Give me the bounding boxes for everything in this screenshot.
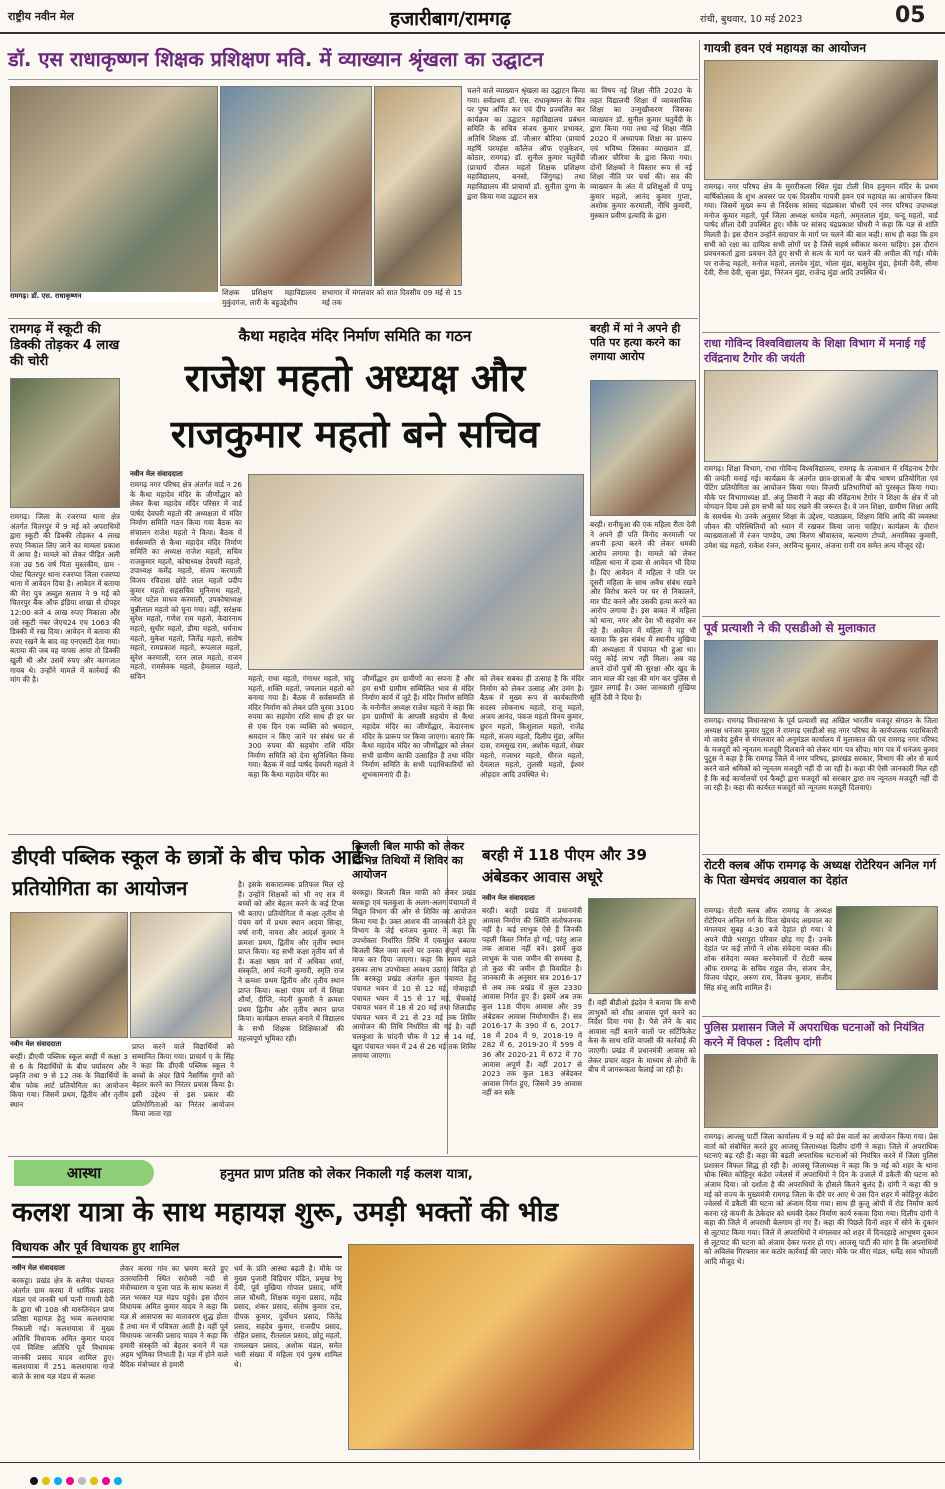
article-headline: राधा गोविन्द विश्वविद्यालय के शिक्षा विभाग में मनाई गई रविंद्रनाथ टैगोर की जयंती [704, 337, 926, 365]
byline: नवीन मेल संवाददाता [130, 470, 183, 478]
masthead [0, 0, 945, 34]
article-photo [348, 1244, 694, 1450]
article-photo [704, 640, 938, 714]
article-text: प्राप्त करने वाले विद्यार्थियों को सम्मानित किया गया। प्राचार्य ए के सिंह ने कहा कि डीएवी पब्लिक स्कूल ने बच्चों के अंदर छिपे नैसर्गिक गुणों को बेहतर करने का निरंतर प्रयास किया है। इसी उद्देश्य से इस प्रकार की प्रतियोगिताओं का निरंतर आयोजन किया जाता रहा [132, 1042, 234, 1119]
article-text: बरही। डीएवी पब्लिक स्कूल बरही में कक्षा 3 से 6 के विद्यार्थियों के बीच पर्यावरण और प्रकृति तथा 9 से 12 तक के विद्यार्थियों के बीच फोक आर्ट प्रतियोगिता का आयोजन किया गया। जिसमें प्रथम, द्वितीय और तृतीय स्थान [10, 1052, 128, 1109]
article-text: बरकट्ठा। प्रखंड क्षेत्र के सलैया पंचायत अंतर्गत ग्राम करमा में धार्मिक प्रसाद मंडल एवं जनकी धर्म पत्नी गायत्री देवी के द्वारा श्री 108 श्री मारुतिनंदन प्राण प्रतिष्ठा महायज्ञ हेतु भव्य कलशयात्रा निकाली गई। कलशयात्रा में मुख्य अतिथि विधायक अमित कुमार यादव एवं विशिष्ट अतिथि पूर्व विधायक जानकी प्रसाद यादव शामिल हुए। कलशयात्रा में 251 कलशयात्रा गाजे बाजे के साथ यज्ञ मंडप से कलश [12, 1276, 114, 1381]
article-photo [588, 898, 696, 994]
article-subhead: विधायक और पूर्व विधायक हुए शामिल [12, 1238, 342, 1258]
byline: नवीन मेल संवाददाता [10, 1040, 128, 1050]
article-text: रामगढ़। रामगढ़ विधानसभा के पूर्व प्रत्याशी सह अखिल भारतीय मजदूर संगठन के जिला अध्यक्ष धनंजय कुमार पुटूस ने रामगढ़ एसडीओ सह नगर परिषद के कार्यपालक पदाधिकारी मो जावेद हुसैन से मंगलवार को अनुमंडल कार्यालय में मुलाकात की एवं रामगढ़ नगर परिषद के मजदूरों को न्यूनतम मजदूरी दिलवाने को लेकर मांग पत्र सौंपा। मांग पत्र में धनंजय कुमार पुटूस ने कहा है कि रामगढ़ जिले में नगर परिषद, झारखंड सरकार, विभाग की ओर से कार्य करने वाले श्रमिकों को न्यूनतम मजदूरी नहीं दी जा रही है। कहा की ऐसी जानकारी मिल रही है कि कई कार्यालयों एवं फैक्ट्री द्वारा मजदूरों को सरकार द्वारा तय न्यूनतम मजदूरी नहीं दी जा रही है। कहा की कार्यरत मजदूरों को न्यूनतम मजदूरी दिलवाएं। [704, 716, 938, 793]
article-headline: डीएवी पब्लिक स्कूल के छात्रों के बीच फोक आर्ट प्रतियोगिता का आयोजन [12, 845, 362, 900]
article-photo [130, 912, 232, 1038]
article-text: शिक्षक प्रशिक्षण महाविद्यालय मुकुंदगंज, लारी के बहुउद्देशीय [222, 288, 316, 307]
article-text: बरही। बरही प्रखंड में प्रधानमंत्री आवास निर्माण की स्थिति संतोषजनक नहीं है। कई लाभुक ऐसे हैं जिनकी पहली किस्त निर्गत हो गई, परंतु आज तक आवास नहीं बने। इसमें कुछ लाभुक के पास जमीन की समस्या है, तो कुछ की जमीन ही विवादित है। जानकारी के अनुसार सत्र 2016-17 से अब तक प्रखंड में कुल 2330 आवास निर्गत हुए हैं। इसमें अब तक कुल 118 पीएम आवास और 39 अंबेडकर आवास निर्माणाधीन हैं। सत्र 2016-17 के 390 में 6, 2017-18 में 204 में 9, 2018-19 में 282 में 6, 2019-20 में 599 में 36 और 2020-21 में 672 में 70 आवास अपूर्ण हैं। वहीं 2017 से 2023 तक कुल 183 अंबेडकर आवास निर्गत हुए, जिसमें 39 आवास नहीं बन सके [482, 906, 582, 1098]
article-headline: रामगढ़ में स्कूटी की डिक्की तोड़कर 4 लाख की चोरी [10, 322, 120, 369]
article-text: चलने वाले व्याख्यान श्रृंखला का उद्घाटन किया गया। सर्वप्रथम डॉ. एस. राधाकृष्णन के चित्र पर पुष्प अर्पित कर एवं दीप प्रज्वलित कर कार्यक्रम का उद्घाटन महाविद्यालय प्रबंधन समिति के सचिव संजय कुमार प्रभाकर, अतिथि शिक्षक डॉ. जीआर बौरिया (प्राचार्य महर्षि परमहंस कॉलेज ऑफ एजुकेशन, कोठार, रामगढ़) डॉ. सुनील कुमार चतुर्वेदी (प्राचार्य दौलत महतो शिक्षक प्रशिक्षण महाविद्यालय, बनसो, जिंगुगढ़) तथा महाविद्यालय की प्राचार्या डॉ. सुनीता दुग्गा के द्वारा किया गया उद्घाटन सत्र [467, 86, 585, 201]
page-number: 05 [895, 3, 926, 28]
section-tag: आस्था [14, 1160, 154, 1186]
article-headline: बिजली बिल माफी को लेकर विभिन्न तिथियों में शिविर का आयोजन [352, 840, 464, 881]
article-photo [10, 86, 218, 298]
column-rule [702, 854, 940, 855]
article-photo [704, 370, 938, 462]
article-text: का विषय नई शिक्षा नीति 2020 के तहत विद्यालयी शिक्षा में व्यावसायिक शिक्षा का उन्मुखीकरण जिसका व्याख्यान डॉ. सुनील कुमार चतुर्वेदी के द्वारा किया गया तथा नई शिक्षा नीति 2020 में अध्यापक शिक्षा का प्रारूप एवं भविष्य जिसका व्याख्यान डॉ. जीआर चौरिया के द्वारा किया गया। दोनों शिक्षकों ने विस्तार रूप से नई शिक्षा नीति पर चर्चा की। सत्र की व्याख्यान के अंत में प्रशिक्षुओं में पप्पु कुमार महतो, आनंद कुमार गुप्ता, अशोक कुमार करमाली, नीधि कुमारी, मुस्कान प्रवीण इत्यादि के द्वारा [590, 86, 692, 220]
article-headline: पुलिस प्रशासन जिले में अपराधिक घटनाओं को नियंत्रित करने में विफल : दिलीप दांगी [704, 1021, 925, 1049]
byline: नवीन मेल संवाददाता [12, 1264, 65, 1272]
article-kicker: हनुमत प्राण प्रतिष्ठ को लेकर निकाली गई कलश यात्रा, [220, 1167, 473, 1182]
color-registration-marks [30, 1470, 915, 1482]
article-kicker: कैथा महादेव मंदिर निर्माण समिति का गठन [238, 327, 472, 345]
article-text: लेकर करमा गांव का भ्रमण करते हुए उतरवातिनी स्थित सरोवरी नदी से मंत्रोच्चारण व पूजा पाठ के साथ कलश में जल भरकर यज्ञ मंडप पहुंचे। इस दौरान विधायक अमित कुमार यादव ने कहा कि यज्ञ से आसपास का वातावरण शुद्ध होता है तथा मन में पवित्रता आती है। वहीं पूर्व विधायक जानकी प्रसाद यादव ने कहा कि हमारी संस्कृति को बेहतर बनाने में यज्ञ अहम भूमिका निभाती है। यज्ञ में होने वाले वैदिक मंत्रोच्चार से हमारी [120, 1264, 228, 1369]
article-photo [704, 1054, 938, 1128]
article-text: है। इसके सकारात्मक प्रतिफल मिल रहे हैं। उन्होंने शिक्षकों को भी नए सत्र में बच्चों को और बेहतर करने के कई टिप्स भी बताए। प्रतियोगिता में कक्षा तृतीय से पंचम वर्ग में प्रथम स्थान अदया सिन्हा, वर्षा रानी, नायरा और आदर्श कुमार ने क्रमशः प्रथम, द्वितीय और तृतीय स्थान प्राप्त किया। वह सभी कक्षा तृतीय वर्ग से हैं। कक्षा षष्ठम वर्ग में अधिका शर्मा, संस्कृति, आर्य नंदनी कुमारी, स्मृति राज ने क्रमशः प्रथम द्वितीय और तृतीय स्थान प्राप्त किया। कक्षा पंचम वर्ग में शिखा शौर्या, दीप्ति, नंदनी कुमारी ने क्रमशः प्रथम द्वितीय और तृतीय स्थान प्राप्त किया। कार्यक्रम सफल बनाने में विद्यालय के सभी शिक्षक शिक्षिकाओं की महत्त्वपूर्ण भूमिका रही। [238, 880, 344, 1043]
article-text: रामगढ़। जिला के रजरप्पा थाना क्षेत्र अंतर्गत चितरपुर में 9 मई को अपराधियों द्वारा स्कूटी की डिक्की तोड़कर 4 लाख रुपए निकाल लिए जाने का मामला प्रकाश में आया है। मामले को लेकर पीड़ित अली रजा उम्र 56 वर्ष पिता मुस्तकीम, ग्राम - पोस्ट चितरपुर थाना रजरप्पा जिला रजरप्पा थाना में आवेदन दिया है। आवेदन में बताया की मेरा पुत्र अब्दुल सलाम ने 9 मई को चितरपुर बैंक ऑफ इंडिया शाखा से दोपहर 12:00 बजे 4 लाख रुपए निकाला और उसे स्कूटी नंबर जेएच24 एच 1063 की डिक्की में रख दिया। आवेदन में बताया की रुपए रखने के बाद वह एनएसटी देता गया। बताया की जब वह वापस आया तो डिक्की खुली थी और उसमें रुपए और कागजात गायब थे। उन्होंने मामले में कार्रवाई की मांग की है। [10, 512, 120, 685]
article-headline: राजेश महतो अध्यक्ष और राजकुमार महतो बने सचिव [170, 356, 540, 456]
section-name: हजारीबाग/रामगढ़ [390, 8, 511, 30]
article-photo [10, 378, 120, 508]
article-text: को लेकर सबका ही उत्साह है कि मंदिर निर्माण को लेकर उत्साह और उमंग है। बैठक में मुख्य रूप से कार्यकारिणी सदस्य लोकनाथ महतो, राजू महतो, अजय आनंद, पंकज महतो विनय कुमार, छुरन महतो, किशुलाल महतो, राजेंद्र महतो, संजय महतो, दिलीप मुंडा, अमित दास, रामसुख राम, अशोक महतो, शेखर महतो, गजाधर महतो, धीरज महतो, देवलाल महतो, तुलसी महतो, ईश्वर ओहदार आदि उपस्थित थे। [480, 674, 584, 779]
byline: नवीन मेल संवाददाता [482, 894, 535, 902]
article-headline: कलश यात्रा के साथ महायज्ञ शुरू, उमड़ी भक्तों की भीड [12, 1197, 559, 1228]
article-photo [248, 474, 584, 670]
column-rule [702, 1016, 940, 1017]
column-rule [702, 332, 940, 333]
column-rule [699, 40, 700, 1460]
article-text: रामगढ़। रोटरी क्लब ऑफ रामगढ़ के अध्यक्ष रोटेरियन अनिल गर्ग के पिता खेमचंद अग्रवाल का मंगलवार सुबह 4:30 बजे देहांत हो गया। वे अपने पीछे भरापूरा परिवार छोड़ गए हैं। उनके देहांत पर कई लोगों ने शोक संवेदना व्यक्त की। शोक संवेदना व्यक्त करनेवालों में रोटरी क्लब ऑफ रामगढ़ के सचिव राहुल जैन, संजय जैन, विजय पोद्दार, अरुण राय, विजय कुमार, संजीव सिंह संजू आदि शामिल हैं। [704, 906, 832, 992]
article-text: जीर्णोद्धार हम ग्रामीणों का सपना है और हम सभी ग्रामीण सम्मिलित भाव से मंदिर निर्माण कार्य में जुटे हैं। मंदिर निर्माण समिति के मनोनीत अध्यक्ष राजेश महतो ने कहा कि हम ग्रामीणों के आपसी सहयोग से कैथा महादेव मंदिर का जीर्णोद्धार, केदारनाथ मंदिर के प्रारूप पर किया जाएगा। बताएं कि कैथा महादेव मंदिर का जीर्णोद्धार को लेकर सभी ग्रामीण काफी उत्साहित हैं तथा मंदिर निर्माण समिति के सभी पदाधिकारियों को शुभकामनाएं दी है। [362, 674, 474, 779]
article-photo [220, 86, 372, 286]
article-photo [836, 906, 938, 990]
article-photo [10, 912, 128, 1038]
article-text: धर्म के प्रति आस्था बढ़ती है। मौके पर मुख्य पुजारी विद्रियार पंडित, प्रमुख रेणु देवी, पूर्व मुखिया गोपाल प्रसाद, मणि लाल चौधरी, शिक्षक यमुना प्रसाद, महेंद्र प्रसाद, शंकर प्रसाद, संतोष कुमार दत्त, दीपक कुमार, दुर्योधन प्रसाद, जितेंद्र प्रसाद, सहदेव कुमार, राजदीप प्रसाद, रोहित प्रसाद, रीतलाल प्रसाद, छोटू महतो, रामलखन प्रसाद, अशोक मंडल, समेत भारी संख्या में महिला एवं पुरुष शामिल थे। [234, 1264, 342, 1369]
photo-caption: रामगढ़। डॉ. एस. राधाकृष्णन [10, 292, 218, 302]
newspaper-logo: राष्ट्रीय नवीन मेल [8, 10, 74, 23]
article-text: सभागार में मंगलवार को सात दिवसीय 09 मई से 15 मई तक [322, 288, 462, 307]
article-text: रामगढ़। नगर परिषद क्षेत्र के मुरारीकला स्थित मुंडा टोली शिव हनुमान मंदिर के प्रथम वार्षिकोत्सव के शुभ अवसर पर एक दिवसीय गायत्री हवन एवं महायज्ञ का आयोजन किया गया। जिसमें मुख्य रूप से निर्देशक सांसद चंद्रप्रकाश चौधरी एवं नगर परिषद उपाध्यक्ष मनोज कुमार महतो, पूर्व जिला अध्यक्ष धनदेव महतो, अमृतलाल मुंडा, चन्दू महतो, वार्ड पार्षद शीला देवी उपस्थित हुए। मौके पर सांसद चंद्रप्रकाश चौधरी ने कहा कि यज्ञ से शांति मिलती है। इस दौरान उन्होंने सदाचार के मार्ग पर चलने की बात कही। साथ ही कहा कि हम सभी को रक्षा का दायित्व सभी लोगों पर है जिसे सहर्ष स्वीकार करना चाहिए। इस दौरान प्रवचनकर्ता द्वारा प्रवचन देते हुए सभी से सत्य के मार्ग पर चलने की अपील की गई। मौके पर राजेन्द्र महतो, मनोज महतो, ललदेव मुंडा, भोला मुंडा, बासुदेव मुंडा, हेमंती देवी, सीमा देवी, रीना देवी, सुजा मुंडा, निरंजन मुंडा, राजेन्द्र मुंडा आदि उपस्थित थे। [704, 182, 938, 278]
article-text: बरही। रानीचुआ की एक महिला रीता देवी ने अपने ही पति विनोद करमाली पर अपनी हत्या करने की लेकर धमकी आरोप लगाया है। मामले को लेकर महिला थाना में दावा से आवेदन भी दिया है। दिए आवेदन में महिला ने पति पर दूसरी महिला के साथ अवैध संबंध रखने और विरोध करने पर घर से निकालने, मार पीट करने और उसकी हत्या करने का आरोप लगाया है। इस बाबत में महिला को थाना, नगर और देश भी सहयोग कर रहे हैं। आवेदन में महिला ने यह भी बताया कि इस संबंध में स्थानीय मुखिया की अध्यक्षता में पंचायत भी हुआ था। परंतु कोई लाभ नहीं मिला। अब वह अपने दोनों पुत्रों की सुरक्षा और खुद के जान माल की रक्षा की मांग कर पुलिस से गुहार लगाई है। उक्त जानकारी मुखिया सूर्ति देवी ने दिया है। [590, 520, 696, 702]
dateline: रांची, बुधवार, 10 मई 2023 [700, 14, 803, 25]
column-rule [702, 616, 940, 617]
article-text: रामगढ़ नगर परिषद क्षेत्र अंतर्गत वार्ड न 26 के कैथा महादेव मंदिर के जीर्णोद्धार को लेकर कैथा महादेव मंदिर परिसर में वार्ड पार्षद देवघरी महतो की अध्यक्षता में मंदिर निर्माण समिति गठन किया गया बैठक का संचालन राजेश महतो ने किया। बैठक में सर्वसम्मति से कैथा महादेव मंदिर निर्माण समिति का अध्यक्ष राजेश महतो, सचिव राजकुमार महतो, कोषाध्यक्ष देवघरी महतो, उपाध्यक्ष कमेंद्र महतो, संजय करमाली विजय रविदास छोटे लाल महतो प्रदीप कुमार महतो सहसचिव मुनिनाथ महतो, नरेश पटेल माधव करमाली, उपकोषाध्यक्ष चुन्नीलाल महतो को चुना गया। वहीं, सरंक्षक सुरेश महतो, गणेश राम महतो, केदारनाथ महतो, सुधीर महतो, डीमा महतो, धर्मनाथ महतो, मुकेश महतो, जितेंद्र महतो, संतोष महतो, रामप्रकाश महतो, रूपलाल महतो, सुरेश करमाली, रतन लाल महतो, राजन महतो, रामसेवक महतो, हेमलाल महतो, सचिन [130, 480, 242, 681]
footer-rule [0, 1462, 945, 1463]
article-headline: रोटरी क्लब ऑफ रामगढ़ के अध्यक्ष रोटेरियन अनिल गर्ग के पिता खेमचंद अग्रवाल का देहांत [704, 858, 936, 887]
article-photo [704, 60, 938, 180]
article-text: रामगढ़। आजसू पार्टी जिला कार्यालय में 9 मई को प्रेस वार्ता का आयोजन किया गया। प्रेस वार्ता को संबोधित करते हुए आजसू जिलाध्यक्ष दिलीप दांगी ने कहा। जिले में अपराधिक घटनाएं बढ़ रही हैं। कहा की बढ़ती अपराधिक घटनाओं को नियंत्रित करने में जिला पुलिस प्रशासन विफल सिद्ध हो रही है। आजसू जिलाध्यक्ष ने कहा कि 9 मई को शहर के थाना चौक स्थित कोहिनूर कंडेरा ज्वेलर्स में अपराधियों ने दिन के उजाले में डकैती की घटना को अंजाम दिया। जो दर्शाता है की अपराधियों के हौसले कितने बुलंद हैं। दांगी ने कहा की 9 मई को राज्य के मुख्यमंत्री रामगढ़ जिला के दौरे पर आए थे उस दिन शहर में कोहिनूर कंडेरा ज्वेलर्स में डकैती की घटना को अंजाम दिया गया। साथ ही कुजू ओपी में रोड निर्माण कार्य करना रहे कंपनी के ठेकेदार को धमकी देकर निर्माण कार्य रुकवा दिया गया। दिलीप दांगी ने कहा की जिले में अपराधी बेलगाम हो गए हैं। कहा की पिछले दिनों शहर में सोने के दुकान से लूटपाट किया गया। जिले में अपराधियों ने मंगलवार को शहर में दिनदहाड़े आभूषण दुकान से लूटपाट की घटना को अंजाम देकर फरार हो गए। आजसू पार्टी की मांग है कि अपराधियों को अविलंब गिरफ्तार कर कठोर कार्रवाई की जाए। मौके पर मीरा मंडल, धर्मेंद्र साव भोपाली आदि मौजूद थे। [704, 1132, 938, 1266]
article-headline: बरही में 118 पीएम और 39 अंबेडकर आवास अधूरे [482, 846, 647, 886]
article-headline: गायत्री हवन एवं महायज्ञ का आयोजन [704, 41, 866, 55]
article-headline: पूर्व प्रत्याशी ने की एसडीओ से मुलाकात [704, 621, 876, 635]
article-text: महतो, राधा महतो, गंगाधर महतो, चांदु महतो, शक्ति महतो, जयलाल महतो को बनाया गया है। बैठक में सर्वसम्मति से मंदिर निर्माण को लेकर प्रति घुरवा 3100 रुपया का सहयोग राशि साथ ही हर घर से एक दिन एक व्यक्ति को श्रमदान, श्रमदान न किए जाने पर संबंध घर से 300 रुपया की सहयोग राशि मंदिर निर्माण समिति को देना सुनिश्चित किया गया। बैठक में वार्ड पार्षद देवघरी महतो ने कहा कि कैथा महादेव मंदिर का [248, 674, 354, 779]
article-photo [590, 380, 696, 516]
article-headline: बरही में मां ने अपने ही पति पर हत्या करने का लगाया आरोप [590, 322, 681, 363]
article-photo [374, 86, 462, 286]
column-rule [8, 318, 698, 319]
article-text: बरकट्ठा। बिजली बिल माफी को लेकर प्रखंड बरकट्ठा एवं चलकुशा के अलग-अलग पंचायतों में विद्युत विभाग की ओर से शिविर का आयोजन किया गया है। उक्त आशय की जानकारी देते हुए विभाग के जेई धनंजय कुमार ने कहा कि उपभोक्ता निर्धारित तिथि में एकमुश्त बकाया बिजली बिल जमा करने पर उनका संपूर्ण ब्याज माफ कर दिया जाएगा। कहा कि समय रहते इसका लाभ उपभोक्ता अवश्य उठाएं। विदित हो कि बरकट्ठा प्रखंड अंतर्गत कुल पंचायत हेतु पंचायत भवन में 10 से 12 मई, गोवाहाड़ी पंचायत भवन में 15 से 17 मई, चेंचकोई पंचायत भवन में 18 से 20 मई तथा शिलाडीह पंचायत भवन में 21 से 23 मई तक शिविर आयोजन की तिथि निर्धारित की गई है। वहीं चलकुशा के चांदनी चौक में 12 से 14 मई, खुरा पंचायत भवन में 24 से 26 मई तक शिविर लगाया जाएगा। [352, 888, 476, 1061]
column-rule [8, 1156, 698, 1157]
column-rule [8, 834, 698, 835]
article-text: रामगढ़। शिक्षा विभाग, राधा गोविन्द विश्वविद्यालय, रामगढ़ के तत्वाधान में रविंद्रनाथ टैगोर की जयंती मनाई गई। कार्यक्रम के अंतर्गत छात्र-छात्राओं के बीच भाषण प्रतियोगिता एवं पेंटिंग प्रतियोगिता का आयोजन किया गया। विजयी प्रतिभागियों को पुरस्कृत किया गया। मौके पर विभागाध्यक्ष डॉ. अंजु तिवारी ने कहा की रविंद्रनाथ टैगोर ने शिक्षा के क्षेत्र में जो योगदान दिया उसे हम सभी को याद रखने की जरूरत है। वे जन शिक्षा, ग्रामीण शिक्षा आदि के समर्थक थे। उनके अनुसार शिक्षा के उद्देश्य, पाठ्यक्रम, शिक्षण विधि आदि की व्यवस्था जीवन की परिस्थितियों को ध्यान में रखकर किया जाना चाहिए। कार्यक्रम के दौरान व्याख्याताओं में रंजन पाण्डेय, उषा किरण श्रीवास्तव, कल्याण टोप्पो, अनामिका कुमारी, उमेश चंद्र महतो, राकेश रंजन, अरविन्द कुमार, अंजना रानी राय समेत अन्य मौजूद रहे। [704, 464, 938, 550]
article-headline: डॉ. एस राधाकृष्णन शिक्षक प्रशिक्षण मवि. में व्याख्यान श्रृंखला का उद्घाटन [8, 40, 698, 80]
article-text: हैं। वहीं बीडीओ इंद्रदेव ने बताया कि सभी लाभुकों को शीघ्र आवास पूर्ण करने का निर्देश दिया गया है। पैसे लेने के बाद आवास नहीं बनाने वालों पर सर्टिफिकेट केस के साथ राशि वापसी की कार्रवाई की जाएगी। प्रखंड में प्रधानमंत्री आवास को लेकर प्रचार वाहन के माध्यम से लोगों के बीच में जागरूकता फैलाई जा रही है। [588, 998, 696, 1075]
